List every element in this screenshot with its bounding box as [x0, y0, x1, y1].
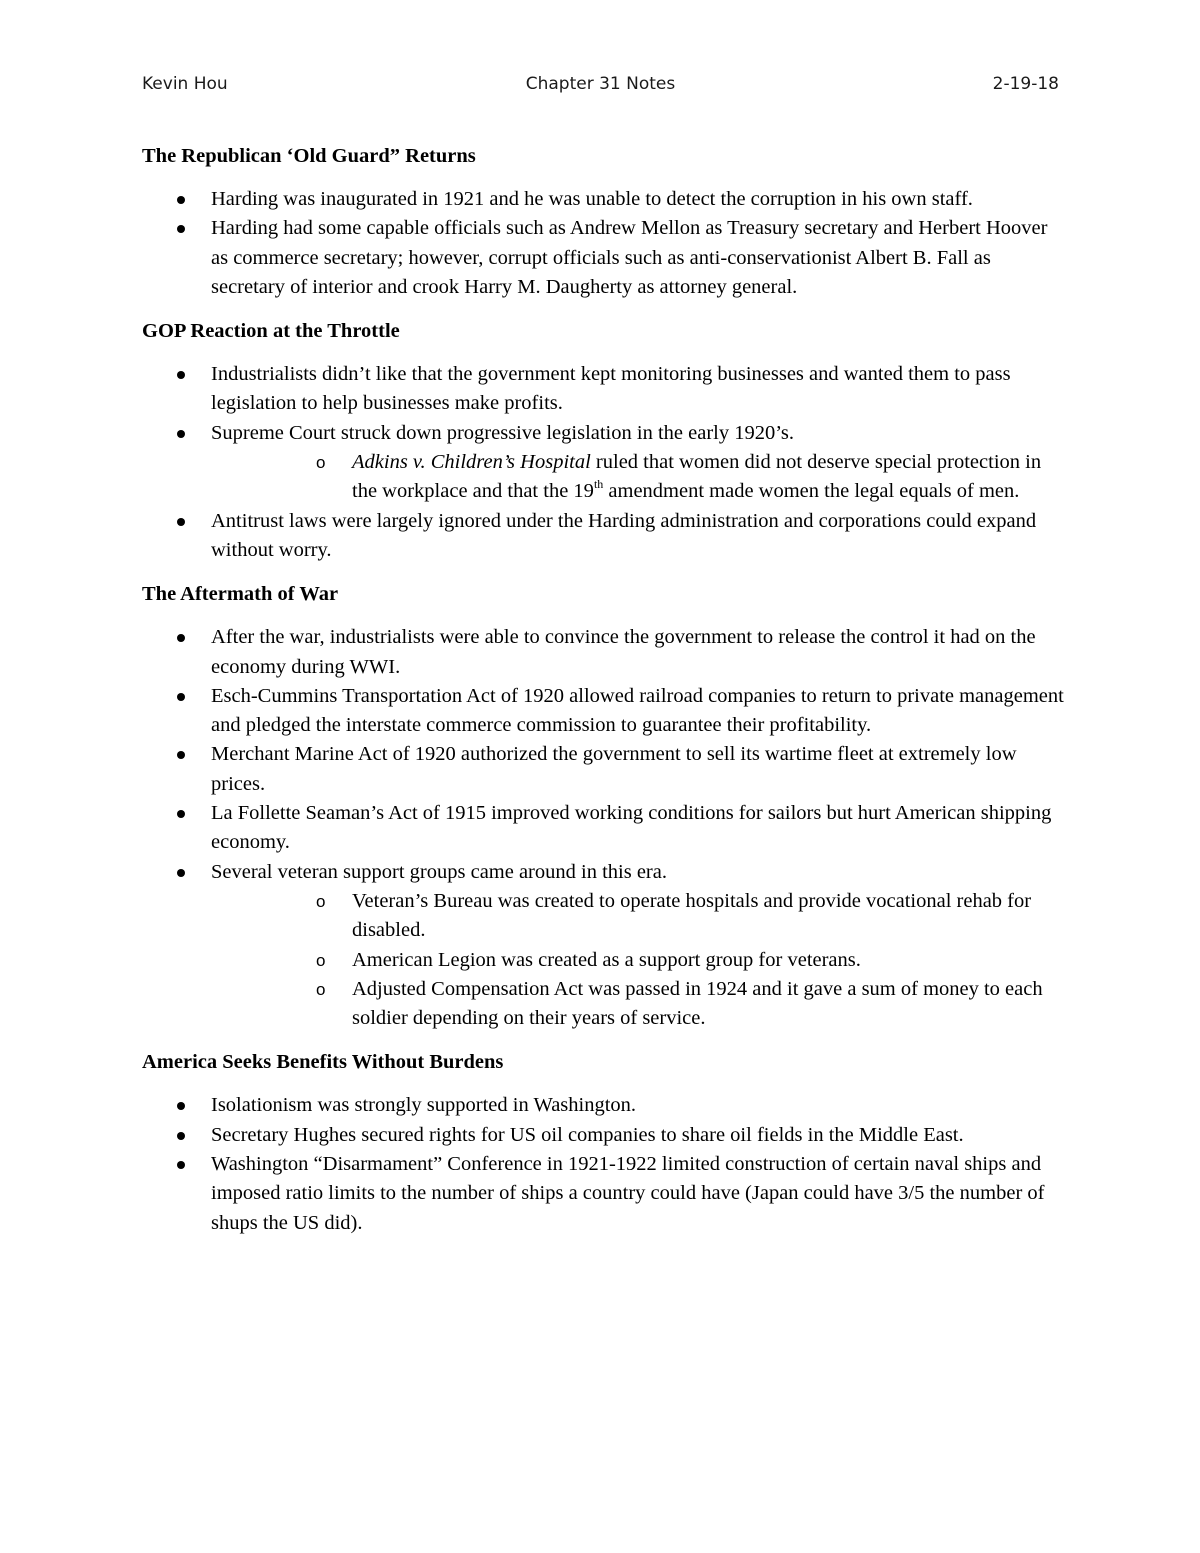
- sub-bullet-list: [211, 448, 1067, 507]
- sub-bullet-text: amendment made women the legal equals of men.: [603, 480, 1020, 503]
- bullet-item: Esch-Cummins Transportation Act of 1920 allowed railroad companies to return to private management and pledged the interstate commerce commission to guarantee their profitability.: [142, 682, 1067, 741]
- bullet-list: [142, 1091, 1067, 1237]
- section-heading: America Seeks Benefits Without Burdens: [142, 1051, 504, 1074]
- page-header: [142, 74, 1059, 98]
- sub-bullet-item: o American Legion was created as a support group for veterans.: [211, 946, 1067, 975]
- bullet-text: Several veteran support groups came around in this era.: [211, 860, 667, 883]
- sub-bullet-list: [211, 887, 1067, 1033]
- bullet-item: La Follette Seaman’s Act of 1915 improved working conditions for sailors but hurt American shipping economy.: [142, 799, 1067, 858]
- sub-bullet-item: o Veteran’s Bureau was created to operate hospitals and provide vocational rehab for disabled.: [211, 887, 1067, 946]
- bullet-list: [142, 185, 1067, 302]
- sub-bullet-item: o Adjusted Compensation Act was passed in 1924 and it gave a sum of money to each soldier depending on their years of service.: [211, 975, 1067, 1034]
- bullet-item: Harding was inaugurated in 1921 and he was unable to detect the corruption in his own staff.: [142, 185, 1067, 214]
- bullet-item: Washington “Disarmament” Conference in 1921-1922 limited construction of certain naval ships and imposed ratio limits to the number of ships a country could have (Japan could have 3/5 the number of shups the US did).: [142, 1150, 1067, 1238]
- section-gop-reaction: [142, 317, 1067, 565]
- bullet-item: Antitrust laws were largely ignored under the Harding administration and corporations could expand without worry.: [142, 507, 1067, 566]
- section-heading: The Republican ‘Old Guard” Returns: [142, 145, 476, 167]
- document-title: Chapter 31 Notes: [525, 74, 676, 94]
- sub-bullet-text: ruled that women did not deserve special protection in the workplace and that the 19: [352, 451, 1042, 503]
- document-date: 2-19-18: [992, 74, 1059, 94]
- bullet-item: Merchant Marine Act of 1920 authorized the government to sell its wartime fleet at extremely low prices.: [142, 740, 1067, 799]
- bullet-list: [142, 360, 1067, 565]
- bullet-item: Industrialists didn’t like that the government kept monitoring businesses and wanted them to pass legislation to help businesses make profits.: [142, 360, 1067, 419]
- bullet-item: Secretary Hughes secured rights for US oil companies to share oil fields in the Middle East.: [142, 1121, 1067, 1150]
- section-old-guard: [142, 142, 1067, 302]
- author-name: Kevin Hou: [142, 74, 228, 94]
- notes-body: [142, 142, 1067, 1238]
- bullet-list: [142, 623, 1067, 1033]
- section-heading: GOP Reaction at the Throttle: [142, 320, 400, 343]
- section-benefits-without-burdens: [142, 1048, 1067, 1237]
- bullet-item-with-sublist: [142, 858, 1067, 1034]
- bullet-item: Isolationism was strongly supported in Washington.: [142, 1091, 1067, 1120]
- bullet-item: Harding had some capable officials such as Andrew Mellon as Treasury secretary and Herbert Hoover as commerce secretary; however, corrupt officials such as anti-conservationist Albert B. Fall as secretary of interior and crook Harry M. Daugherty as attorney general.: [142, 214, 1067, 302]
- sub-bullet-item: [211, 448, 1067, 507]
- section-heading: The Aftermath of War: [142, 583, 339, 606]
- ordinal-suffix: th: [593, 477, 604, 492]
- section-aftermath: [142, 580, 1067, 1033]
- bullet-item: After the war, industrialists were able to convince the government to release the control it had on the economy during WWI.: [142, 623, 1067, 682]
- bullet-text: Supreme Court struck down progressive legislation in the early 1920’s.: [211, 421, 795, 444]
- bullet-item-with-sublist: [142, 419, 1067, 507]
- case-name: Adkins v. Children’s Hospital: [352, 451, 591, 474]
